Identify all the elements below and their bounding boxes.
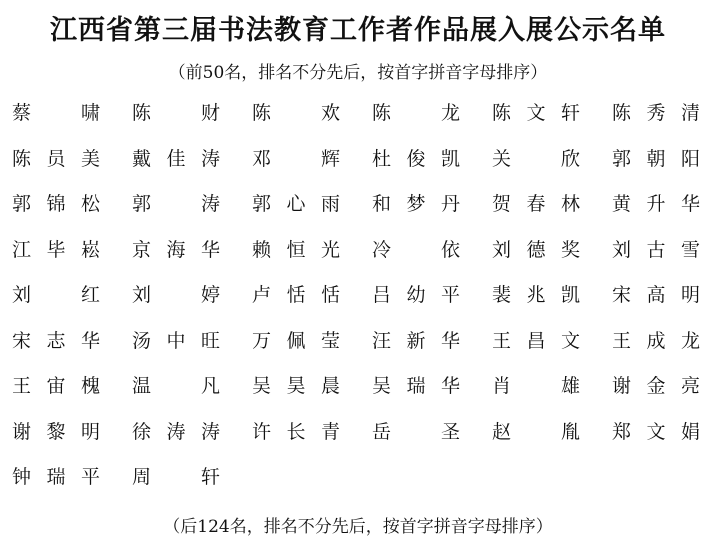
name-entry: 陈 员 美 [12,147,100,170]
name-entry: 汤 中 旺 [132,329,220,352]
name-entry: 关 欣 [492,147,580,170]
name-entry: 裴 兆 凯 [492,284,580,306]
subtitle-top: （前50名，排名不分先后，按首字拼音字母排序） [168,63,548,83]
name-entry: 卢 恬 恬 [252,284,340,306]
name-entry: 杜 俊 凯 [372,147,460,170]
name-entry: 和 梦 丹 [372,193,460,215]
name-entry: 岳 圣 [372,420,460,443]
name-entry: 汪 新 华 [372,329,460,352]
name-entry: 郭 涛 [132,193,220,215]
name-entry: 刘 红 [12,284,100,306]
name-entry: 宋 高 明 [612,284,700,306]
name-entry: 黄 升 华 [612,193,700,215]
name-entry: 吴 瑞 华 [372,375,460,397]
name-entry: 吕 幼 平 [372,284,460,306]
name-entry: 周 轩 [132,466,220,488]
name-entry: 刘 德 奖 [492,238,580,261]
name-entry: 戴 佳 涛 [132,147,220,170]
name-entry: 肖 雄 [492,375,580,397]
name-entry: 谢 金 亮 [612,375,700,397]
name-entry: 陈 秀 清 [612,102,700,124]
name-entry: 陈 财 [132,102,220,124]
subtitle-bottom: （后124名，排名不分先后，按首字拼音字母排序） [163,517,553,537]
name-entry: 王 宙 槐 [12,375,100,397]
name-entry: 京 海 华 [132,238,220,261]
name-entry: 温 凡 [132,375,220,397]
name-entry: 邓 辉 [252,147,340,170]
name-row [12,464,704,510]
name-row [12,373,704,419]
page-title: 江西省第三届书法教育工作者作品展入展公示名单 [50,15,666,46]
name-entry: 宋 志 华 [12,329,100,352]
name-entry: 王 昌 文 [492,329,580,352]
name-entry: 江 毕 崧 [12,238,100,261]
name-entry: 赵 胤 [492,420,580,443]
name-entry: 徐 涛 涛 [132,420,220,443]
name-entry: 陈 文 轩 [492,102,580,124]
name-entry: 吴 昊 晨 [252,375,340,397]
name-entry: 钟 瑞 平 [12,466,100,488]
name-entry: 刘 婷 [132,284,220,306]
name-entry: 郭 朝 阳 [612,147,700,170]
name-entry: 陈 欢 [252,102,340,124]
name-entry: 贺 春 林 [492,193,580,215]
name-entry: 陈 龙 [372,102,460,124]
name-row [12,282,704,328]
name-row [12,100,704,146]
name-entry: 赖 恒 光 [252,238,340,261]
name-row [12,237,704,283]
name-row [12,146,704,192]
name-entry: 万 佩 莹 [252,329,340,352]
name-entry: 冷 依 [372,238,460,261]
name-entry: 刘 古 雪 [612,238,700,261]
name-entry: 郑 文 娟 [612,420,700,443]
name-entry: 郭 锦 松 [12,193,100,215]
names-grid [12,100,704,510]
name-entry: 谢 黎 明 [12,420,100,443]
name-entry: 蔡 啸 [12,102,100,124]
name-row [12,191,704,237]
name-entry: 许 长 青 [252,420,340,443]
name-entry: 郭 心 雨 [252,193,340,215]
name-row [12,419,704,465]
name-entry: 王 成 龙 [612,329,700,352]
name-row [12,328,704,374]
